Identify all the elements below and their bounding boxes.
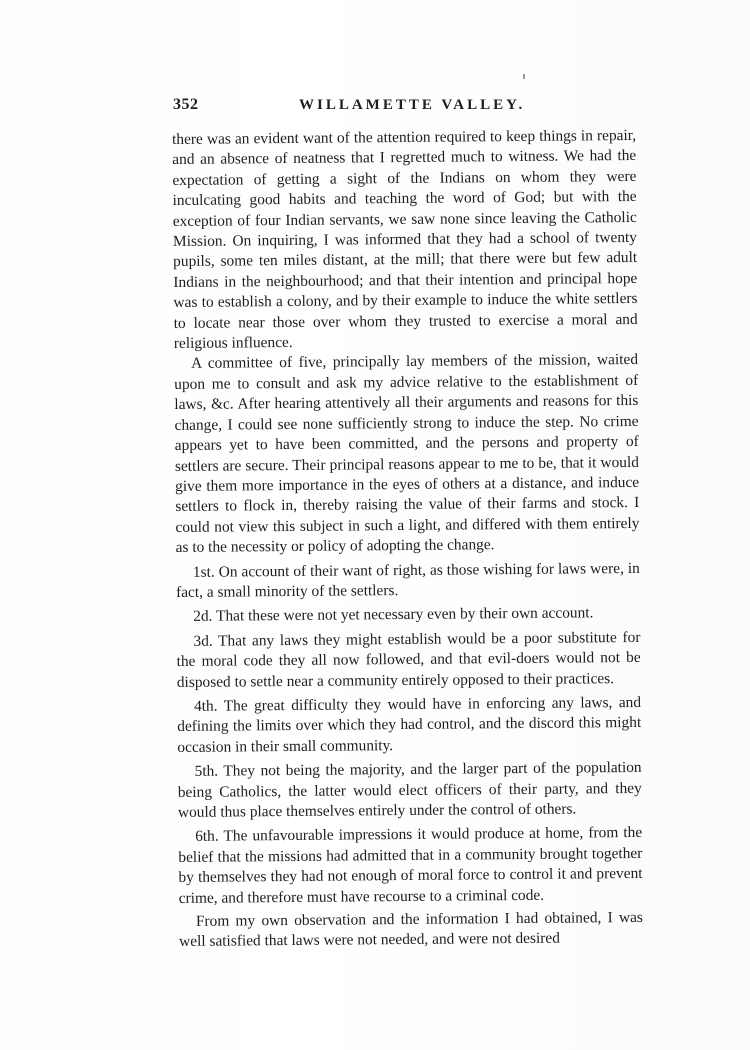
page-number: 352 <box>173 96 199 113</box>
reason-4th: 4th. The great difficulty they would have in enforcing any laws, and defining the limits over which they had control, and the discord this might occasion in their small community. <box>177 693 642 756</box>
body-text <box>172 126 643 953</box>
reason-1st: 1st. On account of their want of right, as those wishing for laws were, in fact, a small minority of the settlers. <box>175 559 640 601</box>
running-head: WILLAMETTE VALLEY. <box>299 97 526 113</box>
reason-2d: 2d. That these were not yet necessary even by their own account. <box>193 604 594 626</box>
reason-5th: 5th. They not being the majority, and the larger part of the population being Catholics, the latter would elect officers of their party, and they would thus place themselves entirely under the control of others. <box>177 759 642 821</box>
reason-6th: 6th. The unfavourable impressions it would produce at home, from the belief that the missions had admitted that in a community brought together by themselves they had not enough of moral force to control it and prevent crime, and therefore must have recourse to a criminal code. <box>178 824 643 907</box>
reason-3d: 3d. That any laws they might establish would be a poor substitute for the moral code they all now followed, and that evil-doers would not be disposed to settle near a community entirely opposed to their practices. <box>176 628 641 691</box>
paragraph-committee: A committee of five, principally lay members of the mission, waited upon me to consult and ask my advice relative to the establishment of laws, &c. After hearing attentively all their arguments and reasons for this change, I could see none sufficiently strong to induce the step. No crime appears yet to have been committed, and the persons and property of settlers are secure. Their principal reasons appear to me to be, that it would give them more importance in the eyes of others at a distance, and induce settlers to flock in, thereby raising the value of their farms and stock. I could not view this subject in such a light, and differed with them entirely as to the necessity or policy of adopting the change. <box>174 351 640 557</box>
paragraph-continued: there was an evident want of the attention required to keep things in repair, and an absence of neatness that I regretted much to witness. We had the expectation of getting a sight of the Indians on whom they were inculcating good habits and teaching the word of God; but with the exception of four Indian servants, we saw none since leaving the Catholic Mission. On inquiring, I was informed that they had a school of twenty pupils, some ten miles distant, at the mill; that there were but few adult Indians in the neighbourhood; and that their intention and principal hope was to establish a colony, and by their example to induce the white settlers to locate near those over whom they trusted to exercise a moral and religious influence. <box>172 126 638 353</box>
ink-speck <box>523 74 525 79</box>
page-header <box>173 96 633 118</box>
paragraph-conclusion: From my own observation and the information I had obtained, I was well satisfied that laws were not needed, and were not desired <box>179 908 643 951</box>
